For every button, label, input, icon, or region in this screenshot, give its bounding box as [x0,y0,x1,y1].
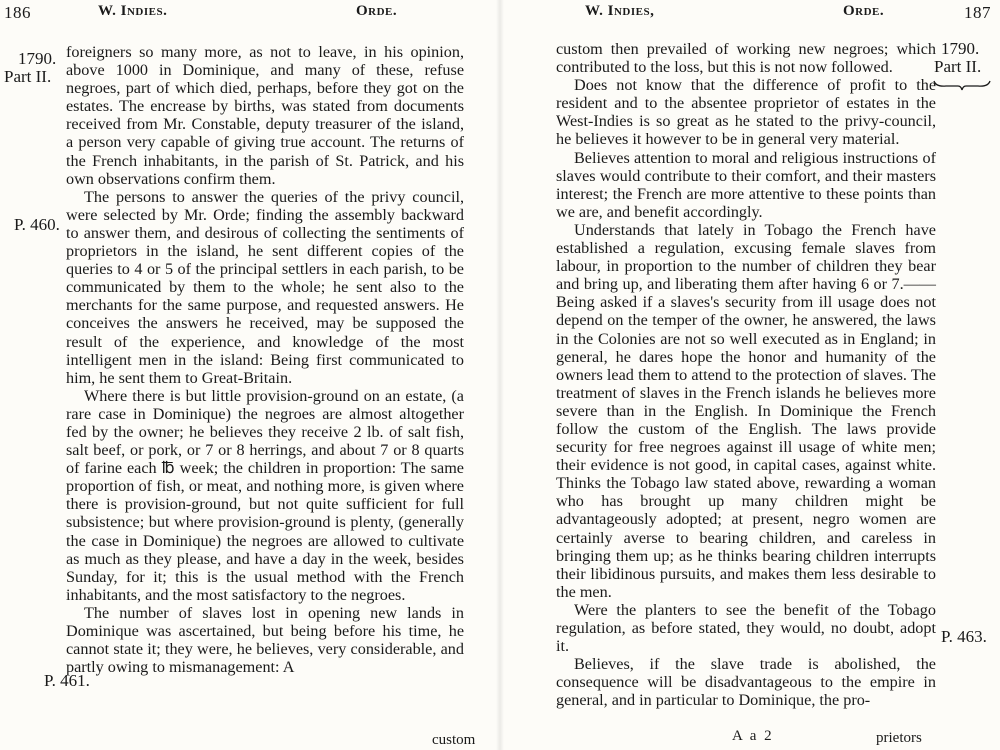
left-paragraph-4: The number of slaves lost in opening new lands in Dominique was ascertained, but being before his time, he cannot state it; they were, he believes, very considerable, and partly owing to mismanagement: A [66,603,464,677]
right-paragraph-6: Believes, if the slave trade is abolished, the consequence will be disadvantageous to the empire in general, and in particular to Dominique, the pro- [556,655,936,710]
right-paragraph-2: Does not know that the difference of profit to the resident and to the absentee proprietor of estates in the West-Indies is so great as he stated to the privy-council, he believes it however to be in general very material. [556,76,936,149]
left-paragraph-3: Where there is but little provision-ground on an estate, (a rare case in Dominique) the negroes are almost altogether fed by the owner; he believes they receive 2 lb. of salt fish, salt beef, or pork, or 7 or 8 herrings, and about 7 or 8 quarts of farine each ℔ week; the children in proportion: The same proportion of fish, or meat, and nothing more, is given where there is provision-ground, but not quite sufficient for full subsistence; but where provision-ground is plenty, (generally the case in Dominique) the negroes are allowed to cultivate as much as they please, and have a day in the week, besides Sunday, for it; this is the usual method with the French inhabitants, and the most satisfactory to the negroes. [66,386,464,604]
right-margin-part: Part II. [934,57,982,76]
left-margin-ref-460: P. 460. [14,215,60,234]
right-text-column [556,40,936,709]
right-running-head-title: W. Indies, [585,3,655,19]
right-margin-year: 1790. [941,39,980,58]
left-margin-ref-461: P. 461. [44,671,90,690]
right-page-number: 187 [964,3,991,22]
right-page [500,0,1000,750]
right-paragraph-4: Understands that lately in Tobago the French have established a regulation, excusing female slaves from labour, in proportion to the number of children they bear and bring up, and liberating them after having 6 or 7.——Being asked if a slaves's security from ill usage does not depend on the temper of the owner, he answered, the laws in the Colonies are not so well executed as in England; in general, he dares hope the honor and humanity of the owners lead them to attend to the protection of slaves. The treatment of slaves in the French islands he believes more severe than in the English. In Dominique the French follow the custom of the English. The laws provide security for free negroes against ill usage of white men; their evidence is not good, in capital cases, against white. Thinks the Tobago law stated above, rewarding a woman who has brought up many children might be advantageously adopted; at present, negro women are certainly averse to bearing children, and careless in bringing them up; as he thinks bearing children interrupts their libidinous pursuits, and makes them less desirable to the men. [556,220,936,601]
right-paragraph-1: custom then prevailed of working new negroes; which contributed to the loss, but this is not now followed. [556,40,936,77]
left-page-number: 186 [4,3,31,22]
left-running-head-name: Orde. [356,3,398,19]
left-paragraph-2: The persons to answer the queries of the privy council, were selected by Mr. Orde; finding the assembly backward to answer them, and desirous of collecting the sentiments of proprietors in the island, he sent different copies of the queries to 4 or 5 of the principal settlers in each parish, to be communicated by them to the whole; he sent also to the merchants for the same purpose, and requested answers. He conceives the answers he received, may be supposed the result of the experience, and knowledge of the most intelligent men in the island: Being first communicated to him, he sent them to Great-Britain. [66,187,464,387]
left-running-head-title: W. Indies. [98,3,168,19]
right-paragraph-5: Were the planters to see the benefit of the Tobago regulation, as before stated, they would, no doubt, adopt it. [556,600,936,656]
right-paragraph-3: Believes attention to moral and religious instructions of slaves would contribute to their comfort, and their masters interest; the French are more attentive to these points than we are, and benefit accordingly. [556,148,936,221]
right-running-head-name: Orde. [843,3,885,19]
left-margin-part: Part II. [4,67,52,86]
right-catchword: prietors [876,730,922,746]
left-text-column [66,43,464,676]
left-paragraph-1: foreigners so many more, as not to leave, in his opinion, above 1000 in Dominique, and many of these, refuse negroes, part of which died, perhaps, before they got on the estates. The encrease by births, was stated from documents received from Mr. Constable, deputy treasurer of the island, a person very capable of giving true account. The returns of the French inhabitants, in the parish of St. Patrick, and his own observations confirm them. [66,43,464,188]
right-margin-ref-463: P. 463. [941,627,987,646]
margin-brace-icon [932,78,992,92]
left-margin-year: 1790. [18,49,57,68]
left-catchword: custom [432,732,476,748]
signature-mark: A a 2 [732,728,774,744]
